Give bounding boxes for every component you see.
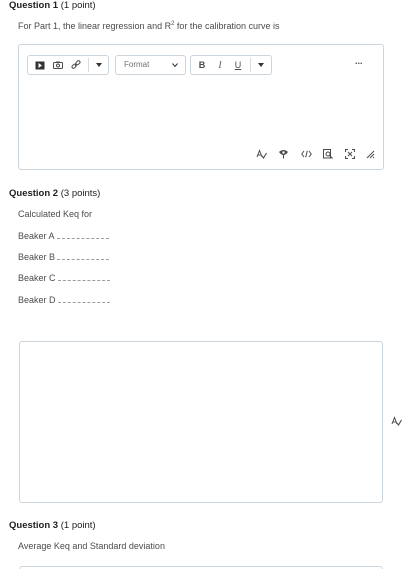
text-style-dropdown-button[interactable] (253, 56, 269, 74)
insert-image-button[interactable] (50, 56, 66, 74)
question-2-points: (3 points) (60, 188, 101, 199)
toolbar-separator (250, 58, 251, 72)
question-3-number: Question 3 (9, 520, 59, 531)
beaker-c-label: Beaker C (18, 273, 56, 283)
question-2-number: Question 2 (9, 188, 59, 199)
format-select[interactable] (115, 55, 186, 75)
chevron-down-icon (172, 63, 178, 67)
answer-editor-q2[interactable] (19, 341, 383, 503)
beaker-c-blank[interactable] (58, 272, 110, 281)
underline-button[interactable]: U (234, 60, 242, 70)
question-1-title (9, 0, 96, 11)
question-3-title (9, 520, 96, 531)
insert-toolbar-group (27, 55, 109, 75)
text-style-toolbar-group (190, 55, 272, 75)
code-view-icon (301, 150, 312, 158)
video-icon (35, 61, 45, 70)
spellcheck-button-q2[interactable] (390, 415, 402, 427)
beaker-a-blank[interactable] (57, 230, 109, 239)
resize-handle[interactable] (364, 148, 376, 160)
more-options-button[interactable]: ... (355, 56, 363, 66)
beaker-c-row (18, 272, 110, 283)
question-1-points: (1 point) (60, 0, 96, 11)
toolbar-separator (88, 58, 89, 72)
chevron-down-icon (96, 63, 102, 67)
beaker-a-row (18, 230, 109, 241)
spellcheck-button[interactable] (255, 148, 267, 160)
question-1-text: For Part 1, the linear regression and $R^2$ for the calibration curve is (18, 21, 280, 31)
accessibility-icon (278, 149, 289, 159)
beaker-d-blank[interactable] (58, 294, 110, 303)
bold-button[interactable]: B (198, 60, 206, 70)
beaker-d-row (18, 294, 110, 305)
resize-handle-icon (365, 149, 375, 159)
code-view-button[interactable] (300, 148, 312, 160)
image-icon (53, 61, 63, 69)
beaker-a-label: Beaker A (18, 231, 55, 241)
insert-link-button[interactable] (68, 56, 84, 74)
beaker-b-label: Beaker B (18, 252, 56, 262)
question-1-number: Question 1 (9, 0, 59, 11)
question-3-text: Average Keq and Standard deviation (18, 541, 165, 551)
question-2-intro: Calculated Keq for (18, 209, 93, 219)
insert-dropdown-button[interactable] (91, 56, 107, 74)
beaker-d-label: Beaker D (18, 295, 56, 305)
preview-button[interactable] (322, 148, 334, 160)
fullscreen-icon (345, 149, 355, 159)
format-select-label: Format (124, 60, 150, 69)
beaker-b-row (18, 251, 109, 262)
beaker-b-blank[interactable] (57, 251, 109, 260)
answer-editor-q1[interactable] (18, 44, 384, 170)
accessibility-check-button[interactable] (277, 148, 289, 160)
preview-icon (323, 149, 333, 159)
italic-button[interactable]: I (218, 60, 222, 70)
question-3-points: (1 point) (60, 520, 96, 531)
spellcheck-icon (391, 416, 402, 426)
spellcheck-icon (256, 149, 267, 159)
link-icon (71, 60, 81, 70)
chevron-down-icon (258, 63, 264, 67)
question-2-title (9, 188, 100, 199)
fullscreen-button[interactable] (344, 148, 356, 160)
insert-video-button[interactable] (32, 56, 48, 74)
